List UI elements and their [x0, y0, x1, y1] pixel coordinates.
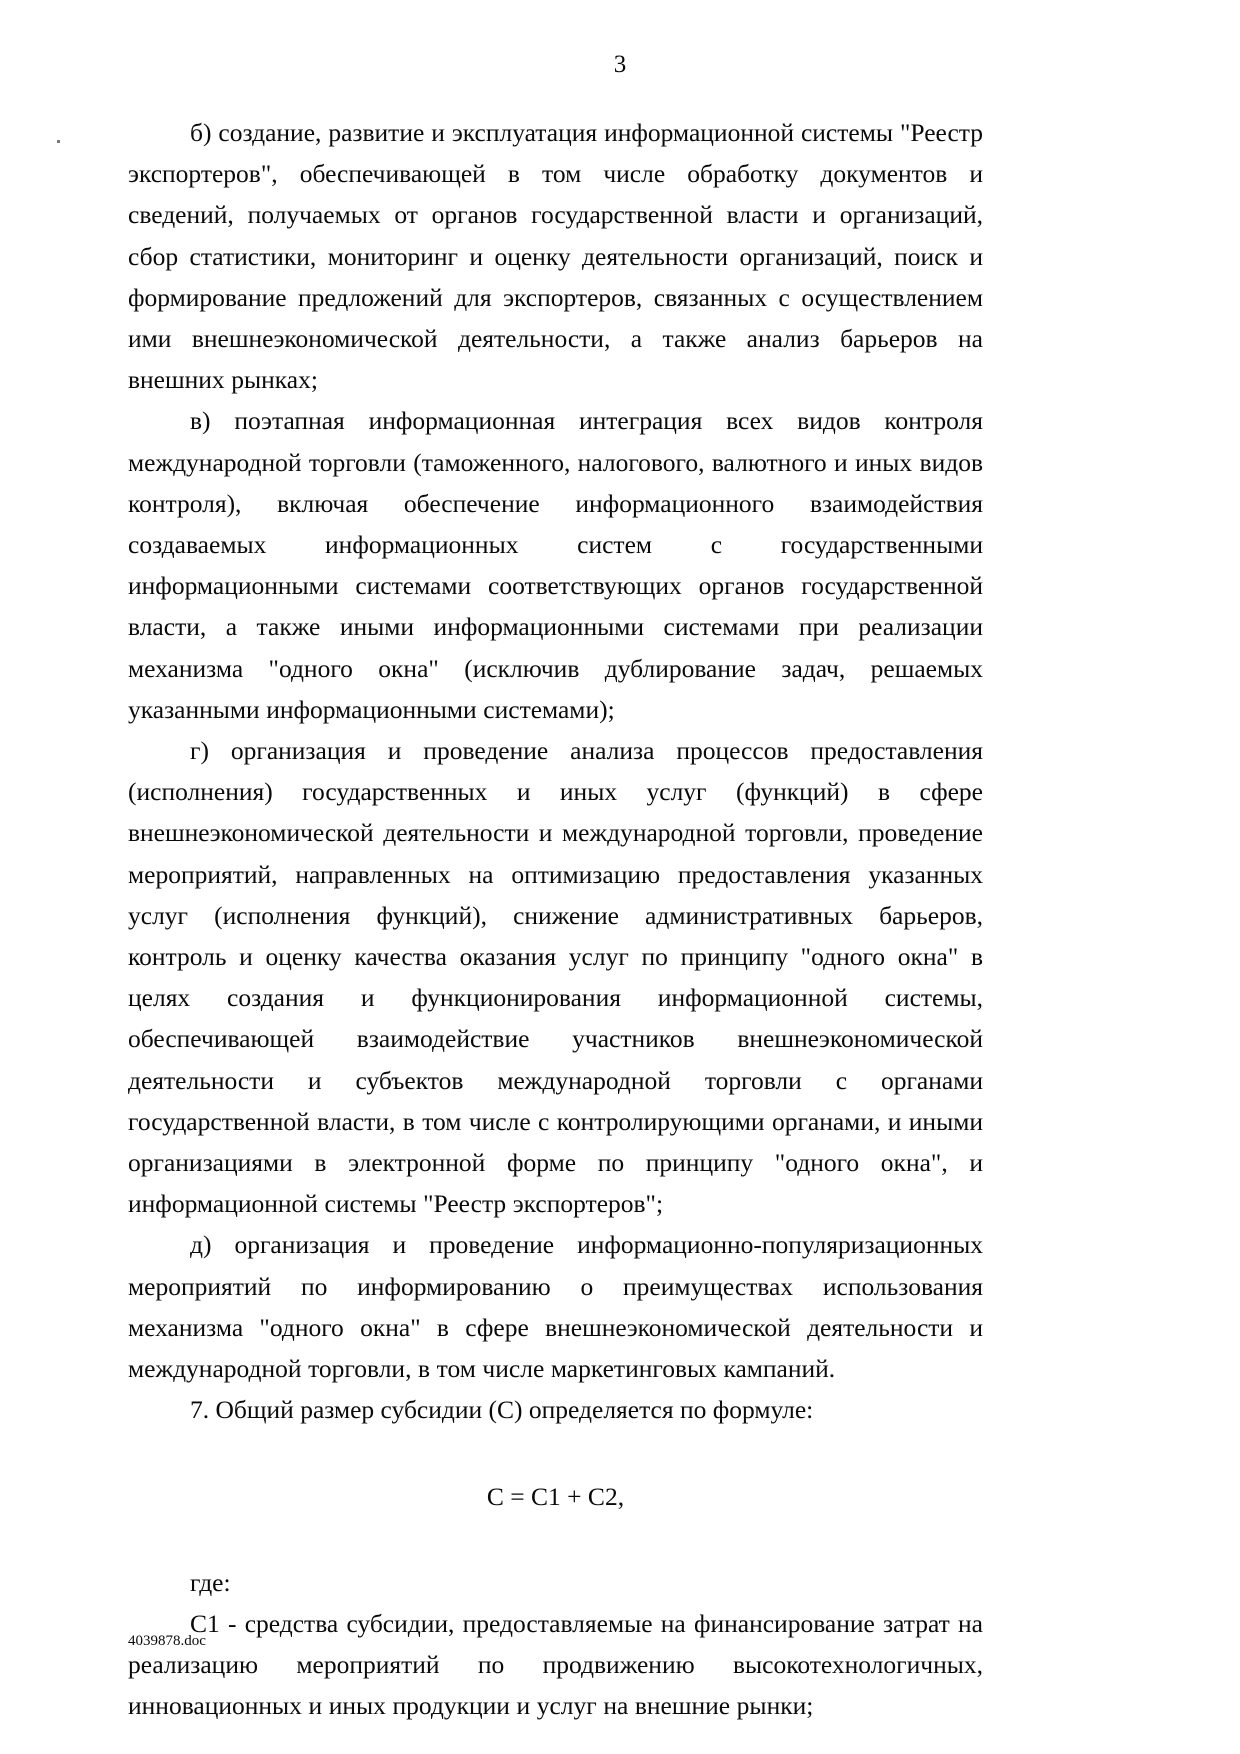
margin-tick-mark: [57, 140, 60, 143]
paragraph-item-v: в) поэтапная информационная интеграция всех видов контроля международной торговли (таможенного, налогового, валютного и иных видов контроля), включая обеспечение информационного взаимодействия создаваемых информационных систем с государственными информационными системами соответствующих органов государственной власти, а также иными информационными системами при реализации механизма "одного окна" (исключив дублирование задач, решаемых указанными информационными системами);: [128, 406, 983, 724]
paragraph-item-b: б) создание, развитие и эксплуатация информационной системы "Реестр экспортеров", обеспечивающей в том числе обработку документов и сведений, получаемых от органов государственной власти и организаций, сбор статистики, мониторинг и оценку деятельности организаций, поиск и формирование предложений для экспортеров, связанных с осуществлением ими внешнеэкономической деятельности, а также анализ барьеров на внешних рынках;: [128, 118, 983, 395]
formula-spacer-bottom: [128, 1517, 983, 1562]
page-number: 3: [613, 51, 627, 78]
formula-spacer-top: [128, 1431, 983, 1476]
footer-filename: 4039878.doc: [128, 1633, 206, 1649]
formula-total-subsidy: С = С1 + С2,: [486, 1481, 625, 1511]
paragraph-item-d: д) организация и проведение информационно-популяризационных мероприятий по информированию о преимуществах использования механизма "одного окна" в сфере внешнеэкономической деятельности и международной торговли, в том числе маркетинговых кампаний.: [128, 1230, 983, 1384]
paragraph-item-g: г) организация и проведение анализа процессов предоставления (исполнения) государственных и иных услуг (функций) в сфере внешнеэкономической деятельности и международной торговли, проведение мероприятий, направленных на оптимизацию предоставления указанных услуг (исполнения функций), снижение административных барьеров, контроль и оценку качества оказания услуг по принципу "одного окна" в целях создания и функционирования информационной системы, обеспечивающей взаимодействие участников внешнеэкономической деятельности и субъектов международной торговли с органами государственной власти, в том числе с контролирующими органами, и иными организациями в электронной форме по принципу "одного окна", и информационной системы "Реестр экспортеров";: [128, 736, 983, 1219]
paragraph-item-7: 7. Общий размер субсидии (С) определяется по формуле:: [190, 1395, 814, 1425]
where-label: где:: [190, 1567, 231, 1597]
document-body: [128, 112, 983, 1727]
paragraph-definition-c1: С1 - средства субсидии, предоставляемые на финансирование затрат на реализацию мероприятий по продвижению высокотехнологичных, инновационных и иных продукции и услуг на внешние рынки;: [128, 1608, 983, 1721]
